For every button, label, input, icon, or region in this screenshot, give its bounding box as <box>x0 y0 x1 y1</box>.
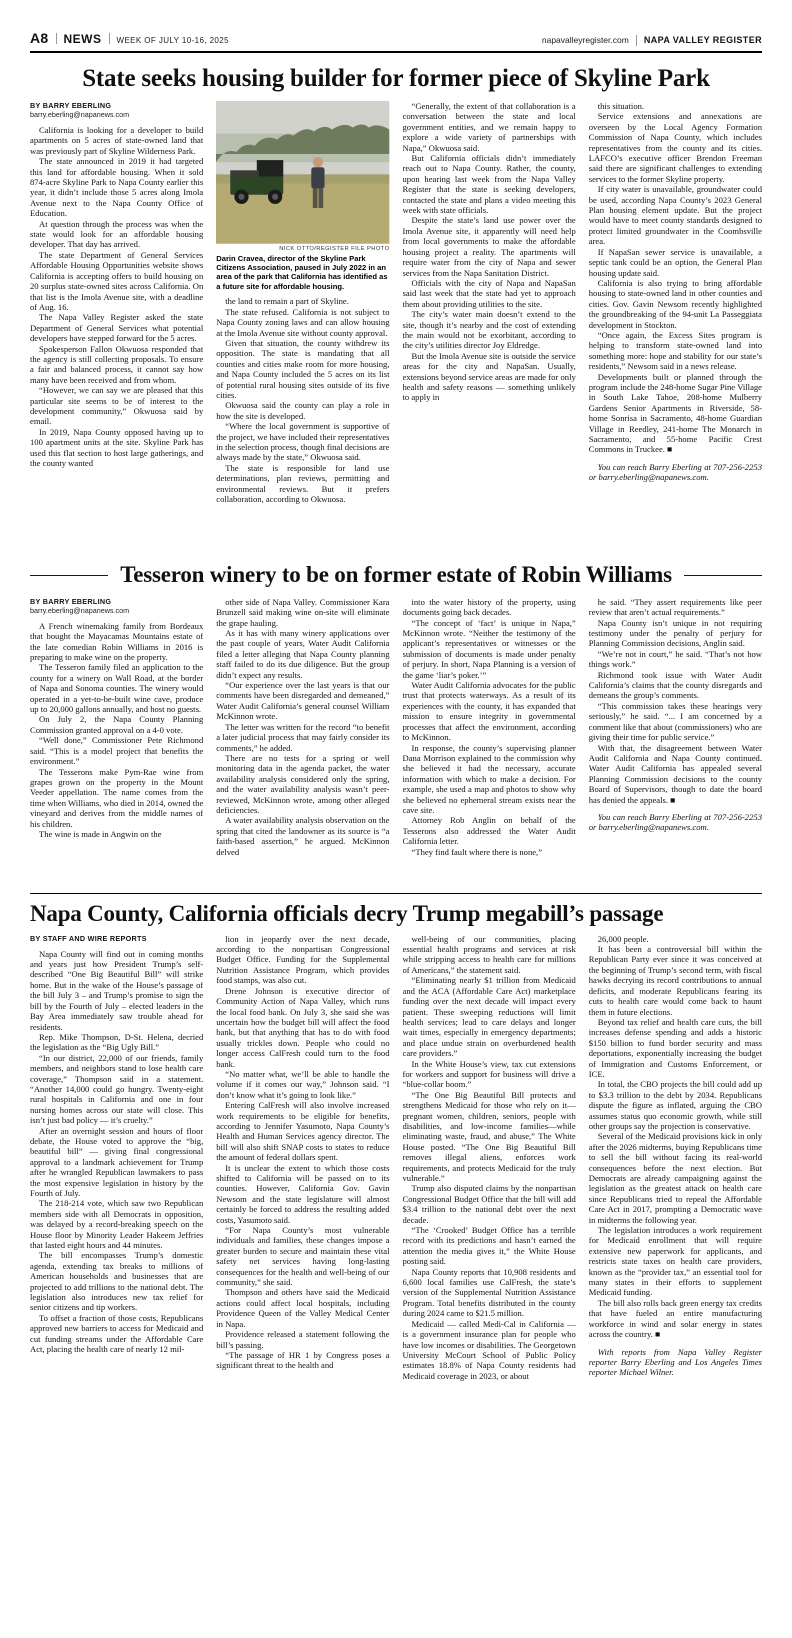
paragraph: The Napa Valley Register asked the state Department of General Services what potential developers have stepped forward for the 5 acres. <box>30 312 204 344</box>
paragraph: Despite the state’s land use power over the Imola Avenue site, it apparently will need help from local governments to make the affordable housing project a reality. The apartments will require water from the city of Napa and sewer services from the Napa Sanitation District. <box>402 215 576 278</box>
paragraph: Given that situation, the county withdrew its opposition. The state is mandating that all counties and cities make room for more housing, and Napa County included the 5 acres on its list of potential rural housing sites outside of its five cities. <box>216 337 390 400</box>
paragraph: “For Napa County’s most vulnerable individuals and families, these changes impose a greater burden to secure and maintain these vital safety net services having long-lasting consequences for the health and well-being of our community,” she said. <box>216 1225 390 1288</box>
paragraph: “The ‘Crooked’ Budget Office has a terrible record with its predictions and hasn’t earned the attention the media gives it,” the White House posting said. <box>402 1225 576 1267</box>
edition-date: WEEK OF JULY 10-16, 2025 <box>116 36 229 45</box>
article1-col2-text <box>216 296 389 504</box>
article1-headline: State seeks housing builder for former piece of Skyline Park <box>82 65 710 92</box>
paragraph: “Once again, the Excess Sites program is helping to transform state-owned land into something more: hope and stability for our state’s residents,” Newsom said in a news release. <box>588 329 762 372</box>
article2-column-2 <box>216 597 389 881</box>
article3-headline: Napa County, California officials decry Trump megabill’s passage <box>30 900 664 926</box>
paragraph: “Eliminating nearly $1 trillion from Medicaid and the ACA (Affordable Care Act) marketplace funding over the next decade will impact every patient. These sweeping reductions will limit health services; lead to care delays and longer wait times, especially in emergency departments; and place undue strain on overburdened health care providers.” <box>402 975 576 1059</box>
paragraph: The letter was written for the record “to benefit a later judicial process that may fairly consider its comments,” he added. <box>216 721 390 753</box>
article3-col2-text <box>216 934 389 1371</box>
paragraph: The wine is made in Angwin on the <box>39 828 162 839</box>
paragraph: But the Imola Avenue site is outside the service areas for the city and NapaSan. Usually, extensions beyond service areas are made for only health and safety reasons — something unlikely to apply in <box>402 350 576 403</box>
page-number: A8 <box>30 30 49 46</box>
paragraph: “The concept of ‘fact’ is unique in Napa,” McKinnon wrote. “Neither the testimony of the applicant’s representatives or witnesses or the submission of documents is made under penalty of perjury. In short, Napa Planning is a version of the game ‘liar’s poker.’” <box>402 617 576 680</box>
paragraph: On July 2, the Napa County Planning Commission granted approval on a 4-0 vote. <box>30 714 204 735</box>
photo-credit: NICK OTTO/REGISTER FILE PHOTO <box>279 245 390 252</box>
paragraph: Attorney Rob Anglin on behalf of the Tesserons also addressed the Water Audit California letter. <box>402 815 576 847</box>
paragraph: “However, we can say we are pleased that this particular site seems to be of interest to the development community,” Okwuosa said by email. <box>30 385 204 427</box>
paragraph: this situation. <box>597 101 645 111</box>
article1-figure <box>216 101 389 291</box>
paragraph: The state is responsible for land use determinations, plan reviews, permitting and environmental reviews. But it prefers collaboration, according to Okwuosa. <box>216 462 390 505</box>
paragraph: Rep. Mike Thompson, D-St. Helena, decried the legislation as the “Big Ugly Bill.” <box>30 1031 204 1053</box>
paragraph: In response, the county’s supervising planner Dana Morrison explained to the commission why she believed it had the necessary, accurate information with which to make a decision. For example, she used a map and photos to show why she believed no ephemeral stream exists near the cave site. <box>402 742 576 815</box>
paragraph: In 2019, Napa County opposed having up to 100 apartment units at the site. Skyline Park has used this flat section to host large gatherings, and the county wanted <box>30 426 204 468</box>
paragraph: Several of the Medicaid provisions kick in only after the 2026 midterms, buying Republicans time to sell the bill without facing its real-world consequences before the next election. But Democrats are already campaigning against the legislation as the greatest attack on health care since Republicans tried to repeal the Affordable Care Act in 2017, prompting a Democratic wave in midterms the following year. <box>588 1131 762 1225</box>
paragraph: The legislation introduces a work requirement for Medicaid enrollment that will require extensive new paperwork for applicants, and restricts state taxes on health care providers, known as the “provider tax,” an essential tool for many states in their efforts to supplement Medicaid funding. <box>588 1225 762 1298</box>
article3-col3-text <box>403 934 576 1381</box>
paragraph: After an overnight session and hours of floor debate, the House voted to approve the “big, beautiful bill” — giving final congressional approval to a landmark achievement for Trump after he wrangled Republican lawmakers to pass the most expensive legislation in history by the Fourth of July. <box>30 1125 204 1198</box>
paragraph: California is also trying to bring affordable housing to state-owned land in other counties and cities. Gov. Gavin Newsom recently highlighted the groundbreaking of the 94-unit La Passeggiata development in Stockton. <box>588 277 762 330</box>
paragraph: Thompson and others have said the Medicaid actions could affect local hospitals, including Providence Queen of the Valley Medical Center in Napa. <box>216 1287 390 1329</box>
masthead-divider <box>636 35 637 46</box>
article2-headline-row <box>30 563 762 588</box>
website-url: napavalleyregister.com <box>541 35 629 45</box>
masthead-divider <box>56 33 57 44</box>
article2-body <box>30 597 762 881</box>
paper-name: NAPA VALLEY REGISTER <box>643 35 762 45</box>
paragraph: well-being of our communities, placing essential health programs and services at risk while stripping access to health care for millions of Americans,” the statement said. <box>402 933 576 975</box>
paragraph: It is unclear the extent to which those costs shifted to California will be passed on to its counties. However, California Gov. Gavin Newsom and the state legislature will almost certainly be forced to address the resulting added costs, Yasumoto said. <box>216 1162 390 1225</box>
paragraph: he said. “They assert requirements like peer review that aren’t actual requirements.” <box>588 596 762 618</box>
article1-col1-text <box>30 125 203 468</box>
photo-caption: Darin Cravea, director of the Skyline Park Citizens Association, paused in July 2022 in an area of the park that California has identified as a future site for affordable housing. <box>216 253 388 291</box>
article1-column-2 <box>216 101 389 549</box>
article3-column-4 <box>589 934 762 1596</box>
paragraph: If city water is unavailable, groundwater could be used, according Napa County’s 2023 General Plan housing element update. But the project would have to meet county standards designed to protect limited groundwater in the Coombsville area. <box>588 184 762 247</box>
paragraph: With that, the disagreement between Water Audit California and Napa County continued. Water Audit California has appealed several Planning Commission decisions to the county Board of Supervisors, though to date the board has denied the appeals. ■ <box>588 742 762 805</box>
article1-byline: BY BARRY EBERLING <box>30 101 112 110</box>
paragraph: Providence released a statement following the bill’s passing. <box>216 1329 390 1350</box>
article1-column-1 <box>30 101 203 549</box>
paragraph: lion in jeopardy over the next decade, according to the nonpartisan Congressional Budget Office. Funding for the Supplemental Nutrition Assistance Program, which provides food stamps, was also cut. <box>216 933 390 986</box>
paragraph: “No matter what, we’ll be able to handle the volume if it comes our way,” Johnson said. “I don’t know what it’s going to look like.” <box>216 1068 390 1100</box>
paragraph: The bill encompasses Trump’s domestic agenda, extending tax breaks to millions of American households and businesses that are projected to add trillions to the national debt. The legislation also introduces new tax relief for senior citizens and tip workers. <box>30 1250 204 1313</box>
article2-byline-email: barry.eberling@napanews.com <box>30 605 130 615</box>
paragraph: “The One Big Beautiful Bill protects and strengthens Medicaid for those who rely on it—pregnant women, children, seniors, people with disabilities, and low-income families—while eliminating waste, fraud, and abuse,” The White House posted. “The One Big Beautiful Bill removes illegal aliens, enforces work requirements, and protects Medicaid for the truly vulnerable.” <box>402 1089 576 1183</box>
masthead-right <box>542 35 762 46</box>
paragraph: A water availability analysis observation on the spring that cited the landowner as its source is “a faith-based assertion,” he argued. McKinnon delved <box>216 815 390 857</box>
article3-col1-text <box>30 949 203 1355</box>
article3-column-1 <box>30 934 203 1596</box>
article3-col4-text <box>589 934 762 1340</box>
paragraph: Okwuosa said the county can play a role in how the site is developed. <box>216 400 390 421</box>
headline-rule-left <box>30 575 108 576</box>
paragraph: “They find fault where there is none,” <box>411 846 543 857</box>
article-skyline-park <box>30 65 762 549</box>
paragraph: At question through the process was when the state would look for an affordable housing developer. That day has arrived. <box>30 218 204 250</box>
paragraph: Water Audit California advocates for the public trust that protects waterways. As a result of its experiences with the county, it has expanded that mission to ensure integrity in governmental processes that affect the environment, according to McKinnon. <box>402 680 576 743</box>
paragraph: Officials with the city of Napa and NapaSan said last week that the state had yet to approach them about providing utilities to the site. <box>402 277 576 309</box>
article1-col3-text <box>403 101 576 403</box>
article2-headline: Tesseron winery to be on former estate of Robin Williams <box>120 562 672 587</box>
article-tesseron-winery <box>30 563 762 881</box>
article2-col1-text <box>30 621 203 840</box>
article1-column-3 <box>403 101 576 549</box>
paragraph: “Generally, the extent of that collaboration is a conversation between the state and local government entities, and we remain happy to explore a wide variety of partnerships with Napa,” Okwuosa said. <box>402 101 576 153</box>
paragraph: Service extensions and annexations are overseen by the Local Agency Formation Commission of Napa County, which includes representatives from the county and its cities. LAFCO’s executive officer Brendon Freeman said there are significant challenges to extending services to the former Skyline property. <box>588 111 762 184</box>
section-label: NEWS <box>63 32 102 46</box>
park-photo <box>216 101 389 244</box>
article2-contact-line: You can reach Barry Eberling at 707-256-2253 or barry.eberling@napanews.com. <box>588 811 762 833</box>
paragraph: The state Department of General Services Affordable Housing Opportunities website shows California is accepting offers to build housing on 20 surplus state-owned sites across California. On that list is the Imola Avenue site, with a deadline of Aug. 16. <box>30 249 204 312</box>
headline-rule-right <box>684 575 762 576</box>
article2-col2-text <box>216 597 389 857</box>
article1-column-4 <box>589 101 762 549</box>
paragraph: “Where the local government is supportive of the project, we have included their representatives in the selection process, though final decisions are always made by the state,” Okwuosa said. <box>216 421 390 463</box>
paragraph: “In our district, 22,000 of our friends, family members, and neighbors stand to lose health care coverage,” Thompson said in a statement. “Another 14,000 could go hungry. Twenty-eight rural hospitals in California and one in four nursing homes across our state will close. This isn’t just bad policy — it’s cruelty.” <box>30 1052 204 1126</box>
article2-col3-text <box>403 597 576 857</box>
masthead <box>30 30 762 53</box>
paragraph: The Tesserons make Pym-Rae wine from grapes grown on the property in the Mount Veeder appellation. The name comes from the time when Williams, who died in 2014, owned the vineyard and derives from the middle names of his children. <box>30 766 204 829</box>
paragraph: A French winemaking family from Bordeaux that bought the Mayacamas Mountains estate of the late comedian Robin Williams in 2016 is preparing to make wine on the property. <box>30 620 204 663</box>
paragraph: into the water history of the property, using documents going back decades. <box>402 596 576 618</box>
paragraph: The city’s water main doesn’t extend to the site, though it’s nearby and the cost of extending the main would not be exorbitant, according to the city’s utilities director Joy Eldredge. <box>402 309 576 351</box>
paragraph: 26,000 people. <box>597 933 649 944</box>
paragraph: Richmond took issue with Water Audit California’s claims that the county disregards and demeans the group’s comments. <box>588 669 762 701</box>
paragraph: Trump also disputed claims by the nonpartisan Congressional Budget Office that the bill will add $3.4 trillion to the national debt over the next decade. <box>402 1183 576 1225</box>
masthead-divider <box>109 33 110 44</box>
article3-top-rule <box>30 893 762 894</box>
paragraph: It has been a controversial bill within the Republican Party ever since it was conceived at the beginning of Trump’s second term, with fiscal hawks decrying its record contributions to annual deficits, and moderate Republicans fearing its cuts to health care would come back to haunt them in future elections. <box>588 944 762 1017</box>
masthead-left <box>30 30 229 46</box>
paragraph: Napa County reports that 10,908 residents and 6,600 local families use CalFresh, the state’s version of the Supplemental Nutrition Assistance Program. Total benefits distributed in the county during 2024 came to $21.5 million. <box>402 1266 576 1319</box>
paragraph: Developments built or planned through the program include the 248-home Sugar Pine Village in South Lake Tahoe, 208-home Mulberry Gardens Senior Apartments in Riverside, 58-home Sonrisa in Sacramento, 48-home Guardian Village in Reedley, 241-home The Monarch in Sacramento, and 55-home Pacific Crest Commons in Truckee. ■ <box>588 371 762 455</box>
paragraph: Entering CalFresh will also involve increased work requirements to be eligible for benefits, according to Jennifer Yasumoto, Napa County’s Health and Human Services agency director. The bill will also shift SNAP costs to states to reduce the amount of federal dollars spent. <box>216 1100 390 1163</box>
paragraph: As it has with many winery applications over the past couple of years, Water Audit California filed a letter alleging that Napa County planning staff failed to do its due diligence. But the group didn’t expect any results. <box>216 628 390 680</box>
article2-column-3 <box>403 597 576 881</box>
article2-col4-text <box>589 597 762 805</box>
paragraph: The 218-214 vote, which saw two Republican members side with all Democrats in opposition, was delayed by a record-breaking speech on the House floor by Minority Leader Hakeem Jeffries that lasted eight hours and 44 minutes. <box>30 1198 204 1251</box>
paragraph: If NapaSan sewer service is unavailable, a septic tank could be an option, the General Plan housing update said. <box>588 246 762 278</box>
article-trump-megabill <box>30 893 762 1596</box>
article1-contact-line: You can reach Barry Eberling at 707-256-2253 or barry.eberling@napanews.com. <box>588 461 762 483</box>
paragraph: Beyond tax relief and health care cuts, the bill increases defense spending and adds a historic $150 billion to fund border security and mass deportations, exponentially increasing the budget of Immigration and Customs Enforcement, or ICE. <box>588 1016 762 1079</box>
paragraph: “This commission takes these hearings very seriously,” he said. “... I am concerned by a comment like that about (commissioners) who are giving their time for public service.” <box>588 700 762 743</box>
article2-byline: BY BARRY EBERLING <box>30 596 112 606</box>
paragraph: “Our experience over the last years is that our comments have been disregarded and demeaned,” Water Audit California’s general counsel William McKinnon wrote. <box>216 680 390 722</box>
article3-byline: BY STAFF AND WIRE REPORTS <box>30 933 147 943</box>
paragraph: “We’re not in court,” he said. “That’s not how things work.” <box>588 648 762 670</box>
article3-body <box>30 934 762 1596</box>
paragraph: The state announced in 2019 it had targeted this land for affordable housing. When it sold 874-acre Skyline Park to Napa County earlier this year, it didn’t include those 5 acres along Imola Avenue next to the Napa County Office of Education. <box>30 156 204 219</box>
paragraph: There are no tests for a spring or well monitoring data in the agenda packet, the water availability analysis considered only the spring, and the water availability analysis wasn’t peer-reviewed, McKinnon wrote, among other alleged deficiencies. <box>216 752 390 815</box>
article1-col4-text <box>589 101 762 455</box>
paragraph: the land to remain a part of Skyline. <box>225 296 349 307</box>
paragraph: “The passage of HR 1 by Congress poses a significant threat to the health and <box>216 1349 390 1371</box>
paragraph: To offset a fraction of those costs, Republicans approved new barriers to access for Medicaid and cut funding streams under the Affordable Care Act, placing the health care of nearly 12 mil- <box>30 1312 204 1355</box>
paragraph: Drene Johnson is executive director of Community Action of Napa Valley, which runs the local food bank. On July 3, she said she was uncertain how the budget bill will affect the food bank, but that anything that has to do with food usually trickles down. People who could no longer access CalFresh could turn to the food bank. <box>216 985 390 1069</box>
article3-column-3 <box>403 934 576 1596</box>
paragraph: “Well done,” Commissioner Pete Richmond said. “This is a model project that benefits the environment.” <box>30 735 204 767</box>
paragraph: In the White House’s view, tax cut extensions for workers and support for business will drive a “blue-collar boom.” <box>402 1058 576 1090</box>
paragraph: The state refused. California is not subject to Napa County zoning laws and can allow housing at the Imola Avenue site without county approval. <box>216 306 390 338</box>
paragraph: Napa County isn’t unique in not requiring testimony under the penalty of perjury for Planning Commission decisions, Anglin said. <box>588 617 762 649</box>
paragraph: Napa County will find out in coming months and years just how President Trump’s self-described “One Big Beautiful Bill” will strike home. But in the wake of the House’s passage of the bill July 3 – and Trump’s promise to sign the bill by the Fourth of July – elected leaders in the Bay Area immediately saw trouble ahead for residents. <box>30 948 204 1032</box>
paragraph: other side of Napa Valley. Commissioner Kara Brunzell said making wine on-site will eliminate the grape hauling. <box>216 596 390 628</box>
article2-column-4 <box>589 597 762 881</box>
paragraph: The Tesseron family filed an application to the county for a winery on Wall Road, at the border of Napa and Sonoma counties. The winery would operated in a yet-to-be-built wine cave, produce up to 20,000 gallons annually, and host no guests. <box>30 662 204 715</box>
article2-column-1 <box>30 597 203 881</box>
paragraph: Spokesperson Fallon Okwuosa responded that the agency is still collecting proposals. To ensure a fair and balanced process, it cannot say how many have been received and from whom. <box>30 343 204 385</box>
paragraph: But California officials didn’t immediately reach out to Napa County. Rather, the county, upon hearing last week from the Napa Valley Register that the state is seeking developers, contacted the state and plans a video meeting this week with state officials. <box>402 153 576 216</box>
paragraph: California is looking for a developer to build apartments on 5 acres of state-owned land that was previously part of Skyline Wilderness Park. <box>30 125 204 156</box>
article1-byline-email: barry.eberling@napanews.com <box>30 110 130 119</box>
paragraph: Medicaid — called Medi-Cal in California — is a government insurance plan for people who have low incomes or disabilities. The Georgetown University McCourt School of Public Policy estimates 18.8% of Napa County residents had Medicaid coverage in 2023, or about <box>402 1318 576 1381</box>
article1-body <box>30 101 762 549</box>
paragraph: In total, the CBO projects the bill could add up to $3.3 trillion to the debt by 2034. Republicans dispute the figure as inflated, arguing the CBO assumes status quo economic growth, while still other groups say the projection is conservative. <box>588 1079 762 1131</box>
article3-column-2 <box>216 934 389 1596</box>
paragraph: The bill also rolls back green energy tax credits that have fueled an entire manufacturing workforce in wind and solar energy in states across the country. ■ <box>588 1297 762 1340</box>
article3-credit-line: With reports from Napa Valley Register reporter Barry Eberling and Los Angeles Times reporter Michael Wilner. <box>588 1346 762 1378</box>
